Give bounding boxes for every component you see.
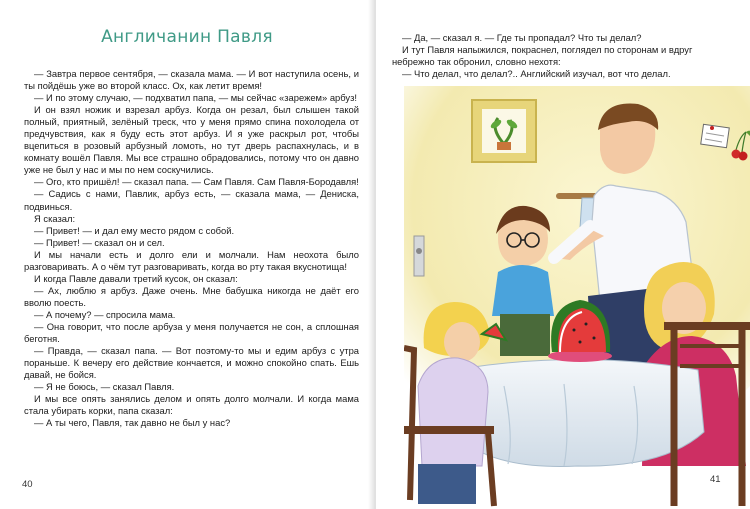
paragraph: Я сказал: xyxy=(34,212,76,224)
page-number-left: 40 xyxy=(22,479,33,490)
paragraph: И тут Павля напыжился, покраснел, поглядел по сторонам и вдруг небрежно так обронил, словно нехотя: xyxy=(392,44,693,68)
watermelon-family-illustration xyxy=(404,86,750,509)
paragraph: — Что делал, что делал?.. Английский изучал, вот что делал. xyxy=(402,68,671,80)
door-handle xyxy=(414,236,424,276)
right-page xyxy=(376,0,750,509)
page-number-right: 41 xyxy=(710,474,721,485)
paragraph: И он взял ножик и взрезал арбуз. Когда он резал, был слышен такой полный, приятный, зелёный треск, что у меня прямо спина похолодела от предчувствия, как я буду есть этот арбуз. И я уже раскрыл рот, чтобы вцепиться в розовый арбузный ломоть, но тут дверь распахнулась, и в комнату вошёл Павля. Мы все страшно обрадовались, потому что он давно уже не был у нас и мы по нем соскучились. xyxy=(24,104,359,176)
paragraph: — Завтра первое сентября, — сказала мама. — И вот наступила осень, и ты пойдёшь уже во второй класс. Ох, как летит время! xyxy=(24,68,359,92)
paragraph: — И по этому случаю, — подхватил папа, — мы сейчас «зарежем» арбуз! xyxy=(34,92,358,104)
paragraph: — Ах, люблю я арбуз. Даже очень. Мне бабушка никогда не даёт его вволю поесть. xyxy=(24,284,359,308)
paragraph: — Правда, — сказал папа. — Вот поэтому-то мы и едим арбуз с утра пораньше. К вечеру его действие кончается, и можно спокойно спать. Ешь давай, не бойся. xyxy=(24,345,359,381)
framed-plant-picture xyxy=(472,100,536,162)
paragraph: — Она говорит, что после арбуза у меня получается не сон, а сплошная беготня. xyxy=(24,320,359,345)
right-page-text xyxy=(392,32,732,80)
left-page xyxy=(0,0,374,509)
left-page-text xyxy=(24,68,359,429)
paragraph: — Я не боюсь, — сказал Павля. xyxy=(34,381,175,393)
paragraph: — Да, — сказал я. — Где ты пропадал? Что ты делал? xyxy=(402,32,642,43)
paragraph: И мы все опять занялись делом и опять долго молчали. И когда мама стала убирать корки, папа сказал: xyxy=(24,393,359,417)
paragraph: И мы начали есть и долго ели и молчали. Нам неохота было разговаривать. А о чём тут разговаривать, когда во рту такая вкуснотища! xyxy=(24,248,359,272)
paragraph: — А ты чего, Павля, так давно не был у нас? xyxy=(34,417,231,429)
pinned-note xyxy=(701,124,730,147)
paragraph: — Привет! — и дал ему место рядом с собой. xyxy=(34,224,235,236)
paragraph: — Ого, кто пришёл! — сказал папа. — Сам Павля. Сам Павля-Бородавля! xyxy=(34,176,359,188)
paragraph: — А почему? — спросила мама. xyxy=(34,308,176,320)
paragraph: — Привет! — сказал он и сел. xyxy=(34,236,165,248)
paragraph: И когда Павле давали третий кусок, он сказал: xyxy=(34,272,238,284)
table-with-tablecloth xyxy=(460,359,704,466)
story-title: Англичанин Павля xyxy=(101,27,273,47)
paragraph: — Садись с нами, Павлик, арбуз есть, — сказала мама, — Дениска, подвинься. xyxy=(24,188,359,212)
